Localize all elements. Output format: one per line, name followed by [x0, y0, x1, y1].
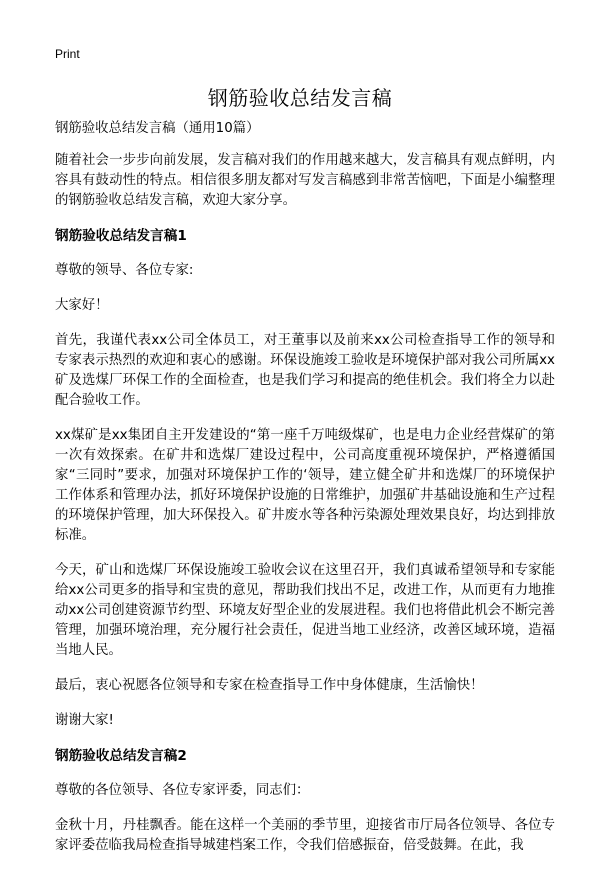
greeting: 大家好！ — [55, 298, 109, 313]
salutation: 尊敬的领导、各位专家: — [55, 263, 194, 278]
intro-paragraph: 随着社会一步步向前发展，发言稿对我们的作用越来越大，发言稿具有观点鲜明，内容具有鼓动性的特点。相信很多朋友都对写发言稿感到非常苦恼吧，下面是小编整理的钢筋验收总结发言稿，欢迎大家分享。 — [55, 153, 555, 208]
section-heading: 钢筋验收总结发言稿2 — [55, 748, 187, 764]
salutation: 尊敬的各位领导、各位专家评委，同志们： — [55, 783, 310, 798]
closing-wishes: 最后，衷心祝愿各位领导和专家在检查指导工作中身体健康，生活愉快！ — [55, 678, 484, 693]
body-paragraph: 金秋十月，丹桂飘香。能在这样一个美丽的季节里，迎接省市厅局各位领导、各位专家评委莅临我局检查指导城建档案工作，令我们倍感振奋，倍受鼓舞。在此，我 — [55, 818, 555, 853]
closing-thanks: 谢谢大家! — [55, 713, 114, 728]
body-paragraph: 首先，我谨代表xx公司全体员工，对王董事以及前来xx公司检查指导工作的领导和专家表示热烈的欢迎和衷心的感谢。环保设施竣工验收是环境保护部对我公司所属xx矿及选煤厂环保工作的全面检查，也是我们学习和提高的绝佳机会。我们将全力以赴配合验收工作。 — [55, 333, 555, 408]
document-subtitle: 钢筋验收总结发言稿（通用10篇） — [55, 121, 260, 136]
body-paragraph: xx煤矿是xx集团自主开发建设的“第一座千万吨级煤矿，也是电力企业经营煤矿的第一次有效探索。在矿井和选煤厂建设过程中，公司高度重视环境保护，严格遵循国家“三同时”要求，加强对环境保护工作的‘领导，建立健全矿井和选煤厂的环境保护工作体系和管理办法，抓好环境保护设施的日常维护，加强矿井基础设施和生产过程的环境保护管理，加大环保投入。矿井废水等各种污染源处理效果良好，均达到排放标准。 — [55, 428, 555, 543]
section-heading: 钢筋验收总结发言稿1 — [55, 228, 187, 244]
document-body — [55, 119, 555, 871]
print-link[interactable]: Print — [55, 47, 80, 61]
body-paragraph: 今天，矿山和选煤厂环保设施竣工验收会议在这里召开，我们真诚希望领导和专家能给xx公司更多的指导和宝贵的意见，帮助我们找出不足，改进工作，从而更有力地推动xx公司创建资源节约型、环境友好型企业的发展进程。我们也将借此机会不断完善管理，加强环境治理，充分履行社会责任，促进当地工业经济，改善区域环境，造福当地人民。 — [55, 563, 555, 658]
document-title: 钢筋验收总结发言稿 — [207, 86, 393, 110]
